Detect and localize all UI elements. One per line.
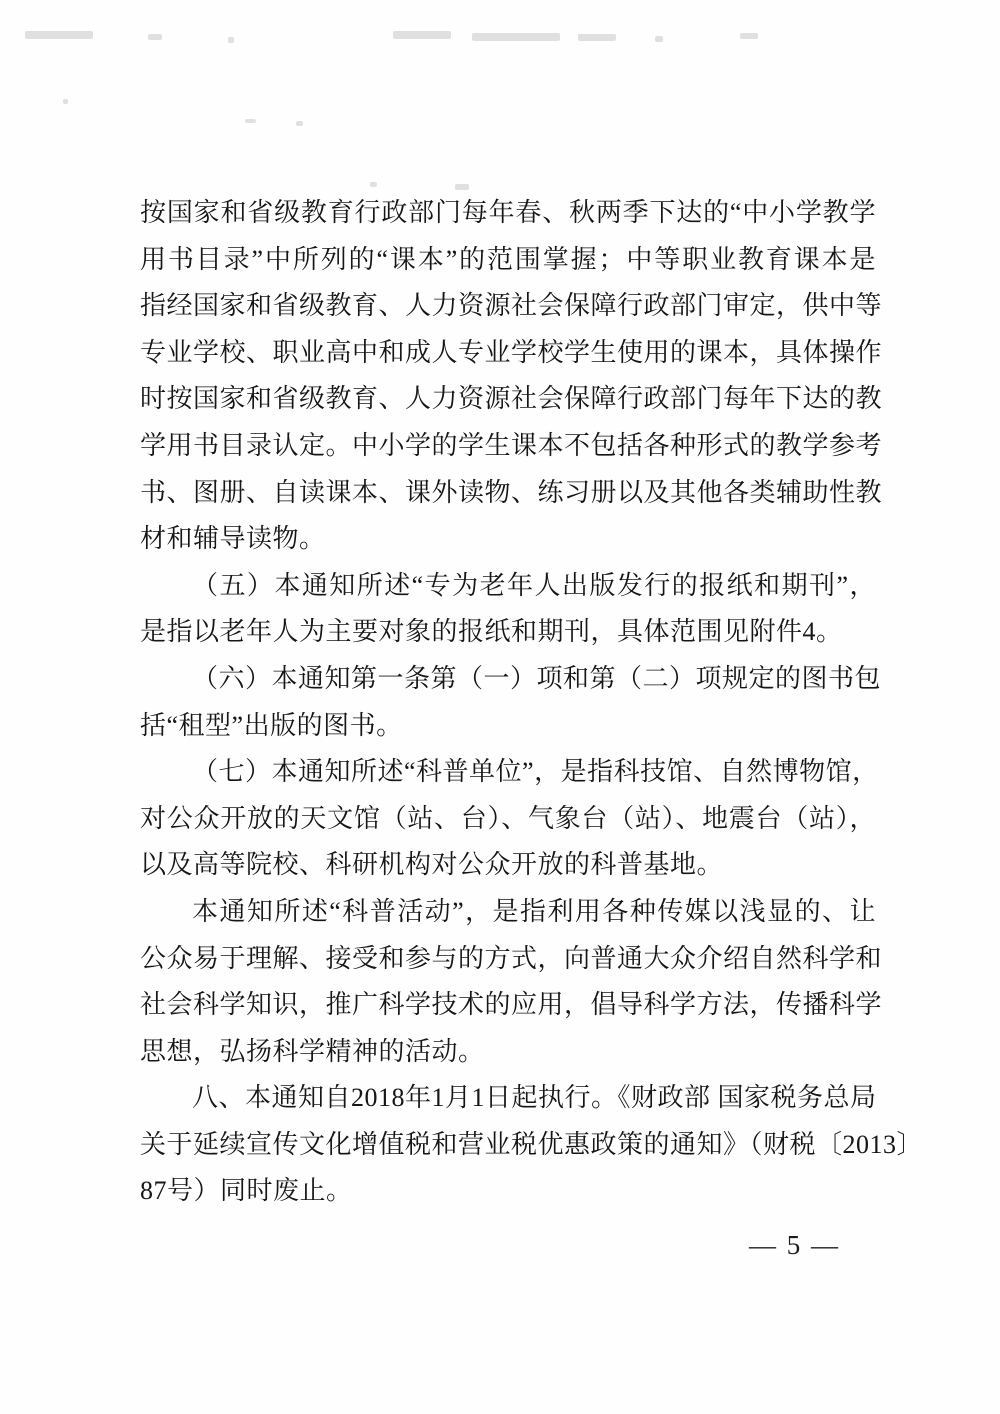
scan-artifact	[472, 33, 560, 41]
text-line: 是指以老年人为主要对象的报纸和期刊，具体范围见附件4。	[140, 617, 843, 647]
text-line: 公众易于理解、接受和参与的方式，向普通大众介绍自然科学和	[140, 943, 883, 973]
text-line: 以及高等院校、科研机构对公众开放的科普基地。	[140, 850, 724, 880]
text-line: 指经国家和省级教育、人力资源社会保障行政部门审定，供中等	[140, 291, 883, 321]
text-line: 专业学校、职业高中和成人专业学校学生使用的课本，具体操作	[140, 337, 883, 367]
text-line: （七）本通知所述“科普单位”，是指科技馆、自然博物馆，	[192, 757, 879, 787]
text-line: 社会科学知识，推广科学技术的应用，倡导科学方法，传播科学	[140, 990, 883, 1020]
scan-artifact	[25, 31, 93, 39]
scan-artifact	[63, 99, 68, 104]
scan-artifact	[245, 119, 256, 123]
text-line: 按国家和省级教育行政部门每年春、秋两季下达的“中小学教学	[140, 198, 876, 227]
scan-artifact	[148, 34, 162, 40]
scan-artifact	[578, 34, 616, 41]
text-line: 对公众开放的天文馆（站、台）、气象台（站）、地震台（站），	[140, 803, 876, 833]
text-line: 八、本通知自2018年1月1日起执行。《财政部 国家税务总局	[192, 1083, 877, 1113]
text-line: 关于延续宣传文化增值税和营业税优惠政策的通知》（财税〔2013〕	[140, 1129, 924, 1159]
text-line: 本通知所述“科普活动”，是指利用各种传媒以浅显的、让	[192, 896, 876, 926]
text-line: 思想，弘扬科学精神的活动。	[140, 1036, 485, 1066]
text-line: 材和辅导读物。	[140, 524, 326, 554]
text-line: 学用书目录认定。中小学的学生课本不包括各种形式的教学参考	[140, 430, 883, 460]
text-line: （五）本通知所述“专为老年人出版发行的报纸和期刊”，	[192, 570, 876, 600]
page-number: — 5 —	[749, 1230, 840, 1260]
text-line: （六）本通知第一条第（一）项和第（二）项规定的图书包	[192, 663, 882, 693]
text-line: 87号）同时废止。	[140, 1176, 353, 1206]
scan-artifact	[655, 36, 663, 42]
scan-artifact	[740, 33, 758, 39]
body-text	[140, 190, 924, 1215]
text-line: 括“租型”出版的图书。	[140, 710, 403, 740]
text-line: 时按国家和省级教育、人力资源社会保障行政部门每年下达的教	[140, 384, 883, 414]
text-line: 书、图册、自读课本、课外读物、练习册以及其他各类辅助性教	[140, 477, 883, 507]
scan-artifact	[228, 37, 234, 43]
scan-artifact	[370, 182, 377, 187]
text-line: 用书目录”中所列的“课本”的范围掌握；中等职业教育课本是	[140, 244, 876, 274]
scan-artifact	[296, 121, 303, 126]
scan-artifact	[393, 31, 451, 39]
